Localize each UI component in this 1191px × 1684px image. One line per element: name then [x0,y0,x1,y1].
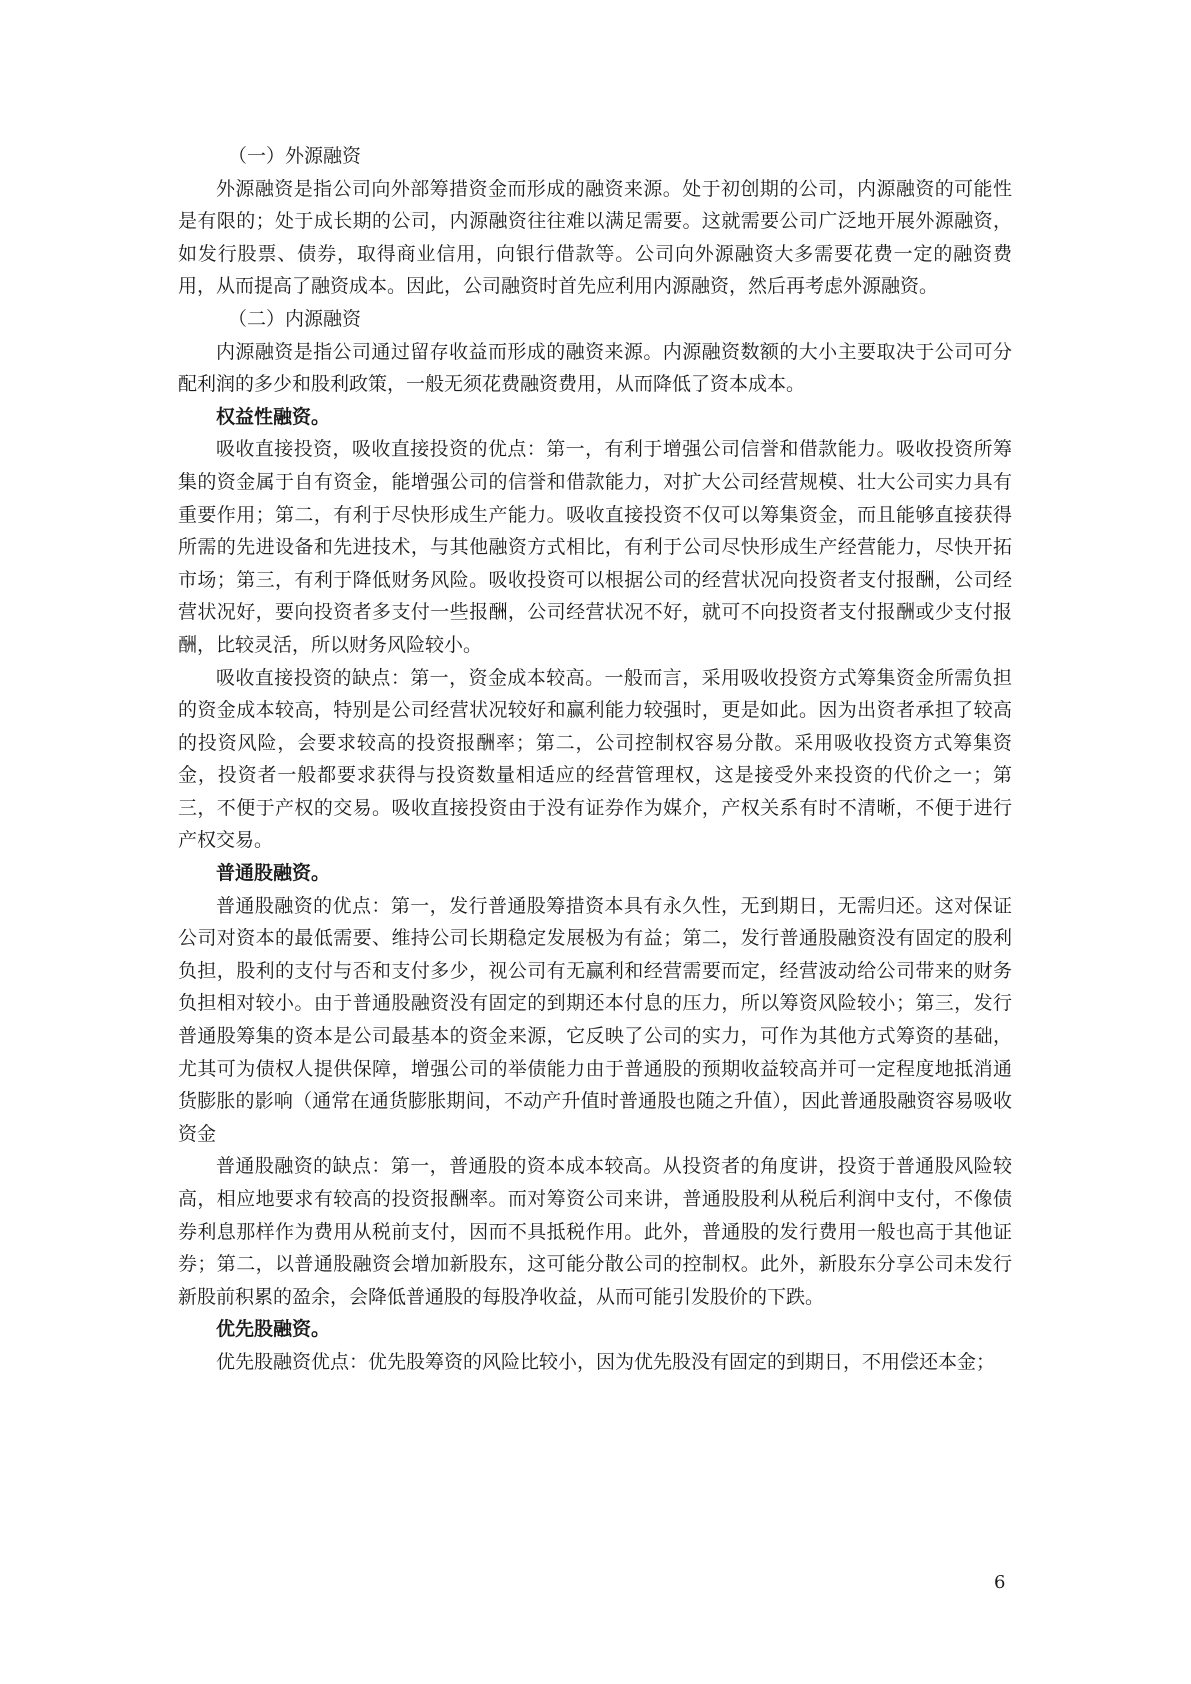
paragraph-internal-financing: 内源融资是指公司通过留存收益而形成的融资来源。内源融资数额的大小主要取决于公司可分配利润的多少和股利政策，一般无须花费融资费用，从而降低了资本成本。 [178,340,1012,396]
subheading-external-financing: （一）外源融资 [228,145,362,167]
paragraph-common-stock-disadvantages: 普通股融资的缺点：第一，普通股的资本成本较高。从投资者的角度讲，投资于普通股风险较高，相应地要求有较高的投资报酬率。而对筹资公司来讲，普通股股利从税后利润中支付，不像债券利息那样作为费用从税前支付，因而不具抵税作用。此外，普通股的发行费用一般也高于其他证券；第二，以普通股融资会增加新股东，这可能分散公司的控制权。此外，新股东分享公司未发行新股前积累的盈余，会降低普通股的每股净收益，从而可能引发股价的下跌。 [178,1155,1012,1308]
paragraph-external-financing: 外源融资是指公司向外部筹措资金而形成的融资来源。处于初创期的公司，内源融资的可能性是有限的；处于成长期的公司，内源融资往往难以满足需要。这就需要公司广泛地开展外源融资，如发行股票、债券，取得商业信用，向银行借款等。公司向外源融资大多需要花费一定的融资费用，从而提高了融资成本。因此，公司融资时首先应利用内源融资，然后再考虑外源融资。 [178,177,1012,298]
heading-equity-financing: 权益性融资。 [216,405,331,428]
page-number: 6 [994,1572,1006,1593]
paragraph-direct-investment-advantages: 吸收直接投资，吸收直接投资的优点：第一，有利于增强公司信誉和借款能力。吸收投资所筹集的资金属于自有资金，能增强公司的信誉和借款能力，对扩大公司经营规模、壮大公司实力具有重要作用；第二，有利于尽快形成生产能力。吸收直接投资不仅可以筹集资金，而且能够直接获得所需的先进设备和先进技术，与其他融资方式相比，有利于公司尽快形成生产经营能力，尽快开拓市场；第三，有利于降低财务风险。吸收投资可以根据公司的经营状况向投资者支付报酬，公司经营状况好，要向投资者多支付一些报酬，公司经营状况不好，就可不向投资者支付报酬或少支付报酬，比较灵活，所以财务风险较小。 [178,438,1012,656]
paragraph-common-stock-advantages: 普通股融资的优点：第一，发行普通股筹措资本具有永久性，无到期日，无需归还。这对保证公司对资本的最低需要、维持公司长期稳定发展极为有益；第二，发行普通股融资没有固定的股利负担，股利的支付与否和支付多少，视公司有无赢利和经营需要而定，经营波动给公司带来的财务负担相对较小。由于普通股融资没有固定的到期还本付息的压力，所以筹资风险较小；第三，发行普通股筹集的资本是公司最基本的资金来源，它反映了公司的实力，可作为其他方式筹资的基础，尤其可为债权人提供保障，增强公司的举债能力由于普通股的预期收益较高并可一定程度地抵消通货膨胀的影响（通常在通货膨胀期间，不动产升值时普通股也随之升值），因此普通股融资容易吸收资金 [178,894,1012,1145]
subheading-internal-financing: （二）内源融资 [228,307,362,330]
heading-preferred-stock-financing: 优先股融资。 [216,1318,331,1341]
document-body [178,140,1012,1379]
paragraph-preferred-stock-advantages: 优先股融资优点：优先股筹资的风险比较小，因为优先股没有固定的到期日，不用偿还本金； [216,1350,996,1373]
paragraph-direct-investment-disadvantages: 吸收直接投资的缺点：第一，资金成本较高。一般而言，采用吸收投资方式筹集资金所需负担的资金成本较高，特别是公司经营状况较好和赢利能力较强时，更是如此。因为出资者承担了较高的投资风险，会要求较高的投资报酬率；第二，公司控制权容易分散。采用吸收投资方式筹集资金，投资者一般都要求获得与投资数量相适应的经营管理权，这是接受外来投资的代价之一；第三，不便于产权的交易。吸收直接投资由于没有证券作为媒介，产权关系有时不清晰，不便于进行产权交易。 [178,666,1012,852]
heading-common-stock-financing: 普通股融资。 [216,862,331,885]
